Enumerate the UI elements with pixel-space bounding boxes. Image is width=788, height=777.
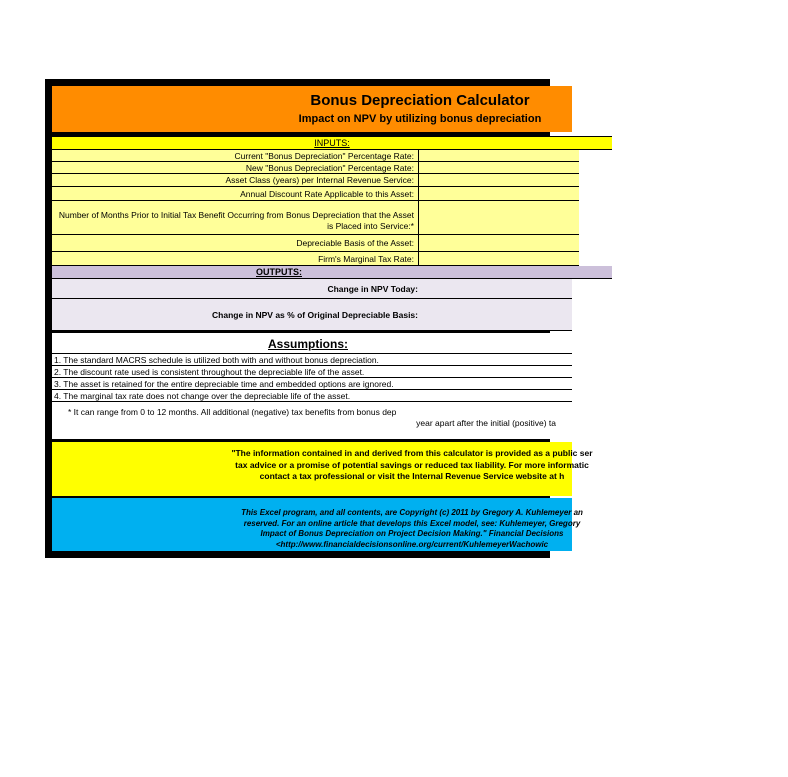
assumptions-section — [52, 333, 572, 439]
inputs-header-label: INPUTS: — [314, 138, 350, 148]
calculator-title: Bonus Depreciation Calculator — [310, 92, 530, 109]
input-discount-rate[interactable] — [419, 187, 579, 201]
assumption-item: 3. The asset is retained for the entire depreciable time and embedded options are ignored. — [52, 377, 572, 389]
input-new-rate[interactable] — [419, 162, 579, 174]
output-label-npv-percent: Change in NPV as % of Original Depreciable Basis: — [212, 310, 418, 320]
spreadsheet-frame — [45, 79, 593, 558]
copyright-banner — [52, 498, 583, 551]
disclaimer-banner — [52, 442, 593, 496]
copyright-text — [52, 508, 772, 550]
disclaimer-line: "The information contained in and derived from this calculator is provided as a public ser — [231, 448, 593, 458]
calculator-subtitle: Impact on NPV by utilizing bonus depreciation — [298, 113, 542, 125]
input-asset-class[interactable] — [419, 174, 579, 187]
copyright-line: reserved. For an online article that develops this Excel model, see: Kuhlemeyer, Gregory — [243, 518, 581, 528]
assumption-item: 4. The marginal tax rate does not change over the depreciable life of the asset. — [52, 389, 572, 402]
assumptions-footnote — [52, 407, 572, 429]
input-label-tax-rate: Firm's Marginal Tax Rate: — [52, 252, 418, 266]
footnote-line: year apart after the initial (positive) ta — [416, 418, 556, 428]
input-current-rate[interactable] — [419, 150, 579, 162]
outputs-header — [52, 266, 612, 279]
input-label-discount-rate: Annual Discount Rate Applicable to this Asset: — [52, 187, 418, 201]
footnote-line: * It can range from 0 to 12 months. All additional (negative) tax benefits from bonus dep — [68, 407, 397, 417]
input-label-depreciable-basis: Depreciable Basis of the Asset: — [52, 235, 418, 252]
copyright-line: This Excel program, and all contents, are Copyright (c) 2011 by Gregory A. Kuhlemeyer an — [241, 508, 583, 517]
output-label-npv-change: Change in NPV Today: — [327, 284, 418, 294]
copyright-link[interactable]: <http://www.financialdecisionsonline.org/current/KuhlemeyerWachowic — [275, 539, 549, 549]
spreadsheet-content — [52, 86, 593, 551]
input-label-current-rate: Current "Bonus Depreciation" Percentage Rate: — [52, 150, 418, 162]
assumption-item: 2. The discount rate used is consistent throughout the depreciable life of the asset. — [52, 365, 572, 377]
disclaimer-line: tax advice or a promise of potential savings or reduced tax liability. For more informatic — [235, 459, 589, 470]
title-banner — [52, 86, 572, 132]
input-label-months-prior: Number of Months Prior to Initial Tax Benefit Occurring from Bonus Depreciation that the Asset is Placed into Service:* — [52, 201, 418, 235]
assumption-item: 1. The standard MACRS schedule is utilized both with and without bonus depreciation. — [52, 353, 572, 365]
outputs-header-label: OUTPUTS: — [256, 267, 302, 277]
inputs-header — [52, 136, 612, 150]
output-row-npv-percent — [52, 299, 572, 331]
input-depreciable-basis[interactable] — [419, 235, 579, 252]
disclaimer-text — [52, 448, 772, 483]
input-label-new-rate: New "Bonus Depreciation" Percentage Rate: — [52, 162, 418, 174]
copyright-line: Impact of Bonus Depreciation on Project Decision Making." Financial Decisions — [260, 529, 564, 538]
input-months-prior[interactable] — [419, 201, 579, 235]
disclaimer-line: contact a tax professional or visit the Internal Revenue Service website at h — [259, 471, 565, 481]
input-label-asset-class: Asset Class (years) per Internal Revenue Service: — [52, 174, 418, 187]
input-tax-rate[interactable] — [419, 252, 579, 266]
assumptions-title: Assumptions: — [267, 337, 348, 351]
output-row-npv-change — [52, 279, 572, 299]
